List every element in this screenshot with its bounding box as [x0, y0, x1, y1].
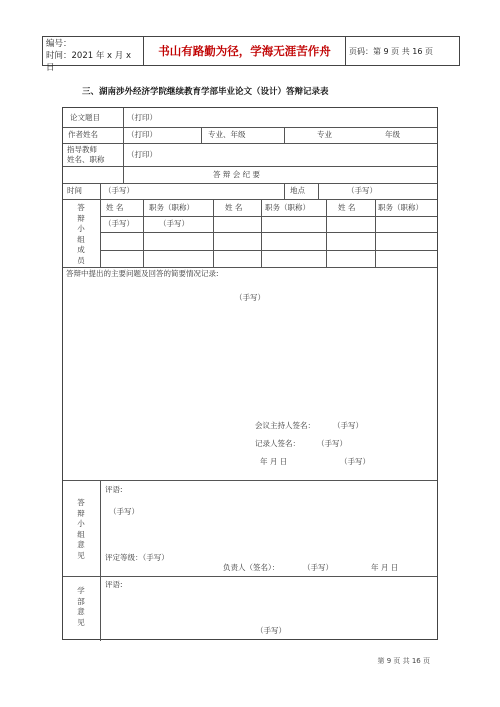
- col-line: [213, 199, 214, 267]
- time-hint: （手写）: [104, 186, 134, 195]
- col-line: [326, 199, 327, 267]
- member-name-hint: （手写）: [104, 219, 134, 228]
- header-meta: [43, 37, 144, 73]
- document-header: [42, 36, 460, 73]
- thesis-title-label: 论文题目: [70, 113, 100, 122]
- col-line: [318, 183, 319, 199]
- header-page-info: 页码：第 9 页 共 16 页: [349, 46, 433, 56]
- record-date: 年 月 日: [260, 457, 288, 466]
- col-line: [100, 199, 101, 267]
- defense-record-table: [62, 107, 438, 640]
- col-line: [100, 183, 101, 199]
- place-label: 地点: [290, 186, 305, 195]
- row-line: [100, 250, 437, 251]
- panel-comment-label: 评语:: [105, 485, 123, 494]
- row-line: [63, 183, 437, 184]
- responsible-sign-hint: （手写）: [303, 563, 333, 572]
- major-word: 专业: [317, 130, 332, 139]
- dept-opinion-label: 学部意见: [77, 586, 85, 627]
- col-line: [143, 199, 144, 267]
- grade-word: 年级: [385, 130, 400, 139]
- panel-comment-hint: （手写）: [109, 507, 139, 516]
- advisor-label: 指导教师: [67, 145, 97, 154]
- responsible-sign-label: 负责人（签名）：: [223, 563, 280, 572]
- place-hint: （手写）: [347, 186, 377, 195]
- panel-members-label: 答辩小组成员: [77, 203, 85, 265]
- chair-sign-label: 会议主持人签名：: [255, 421, 315, 430]
- panel-opinion-label: 答辩小组意见: [77, 498, 85, 560]
- col-line: [100, 480, 101, 641]
- time-label: 时间: [67, 186, 82, 195]
- header-motto: 书山有路勤为径，学海无涯苦作舟: [144, 37, 346, 65]
- major-grade-label: 专业、年级: [208, 130, 246, 139]
- row-line: [63, 127, 437, 128]
- row-line: [63, 199, 437, 200]
- position-header: 职务（职称）: [149, 203, 194, 212]
- row-line: [63, 267, 437, 268]
- number-label: 编号：: [46, 39, 72, 49]
- chair-sign-hint: （手写）: [333, 421, 363, 430]
- col-line: [261, 199, 262, 267]
- position-header: 职务（职称）: [378, 203, 423, 212]
- col-line: [201, 127, 202, 143]
- row-line: [63, 480, 437, 481]
- document-title: 三、湖南涉外经济学院继续教育学部毕业论文（设计）答辩记录表: [82, 87, 329, 97]
- author-label: 作者姓名: [68, 130, 98, 139]
- name-header: 姓 名: [106, 203, 124, 212]
- name-header: 姓 名: [225, 203, 243, 212]
- col-line: [375, 199, 376, 267]
- col-line: [284, 127, 285, 143]
- recorder-sign-label: 记录人签名：: [255, 439, 300, 448]
- advisor-label-2: 姓名、职称: [67, 155, 105, 164]
- col-line: [284, 183, 285, 199]
- thesis-title-hint: （打印）: [127, 113, 157, 122]
- author-hint: （打印）: [127, 130, 157, 139]
- row-line: [100, 232, 437, 233]
- row-line: [63, 166, 437, 167]
- row-line: [63, 143, 437, 144]
- panel-date: 年 月 日: [371, 563, 399, 572]
- name-header: 姓 名: [338, 203, 356, 212]
- advisor-hint: （打印）: [127, 150, 157, 159]
- member-position-hint: （手写）: [159, 219, 189, 228]
- time-label: 时间：2021 年 x 月 x 日: [46, 51, 132, 73]
- minutes-heading: 答 辩 会 纪 要: [213, 170, 261, 179]
- position-header: 职务（职称）: [265, 203, 310, 212]
- dept-comment-hint: （手写）: [256, 626, 286, 635]
- grade-label: 评定等级：（手写）: [105, 553, 169, 562]
- col-line: [123, 108, 124, 183]
- page-footer: 第 9 页 共 16 页: [377, 657, 430, 665]
- dept-comment-label: 评语:: [105, 580, 123, 589]
- recorder-sign-hint: （手写）: [317, 439, 347, 448]
- record-hint: （手写）: [235, 293, 265, 302]
- record-date-hint: （手写）: [340, 457, 370, 466]
- row-line: [100, 216, 437, 217]
- record-label: 答辩中提出的主要问题及回答的简要情况记录:: [66, 269, 219, 278]
- row-line: [63, 576, 437, 577]
